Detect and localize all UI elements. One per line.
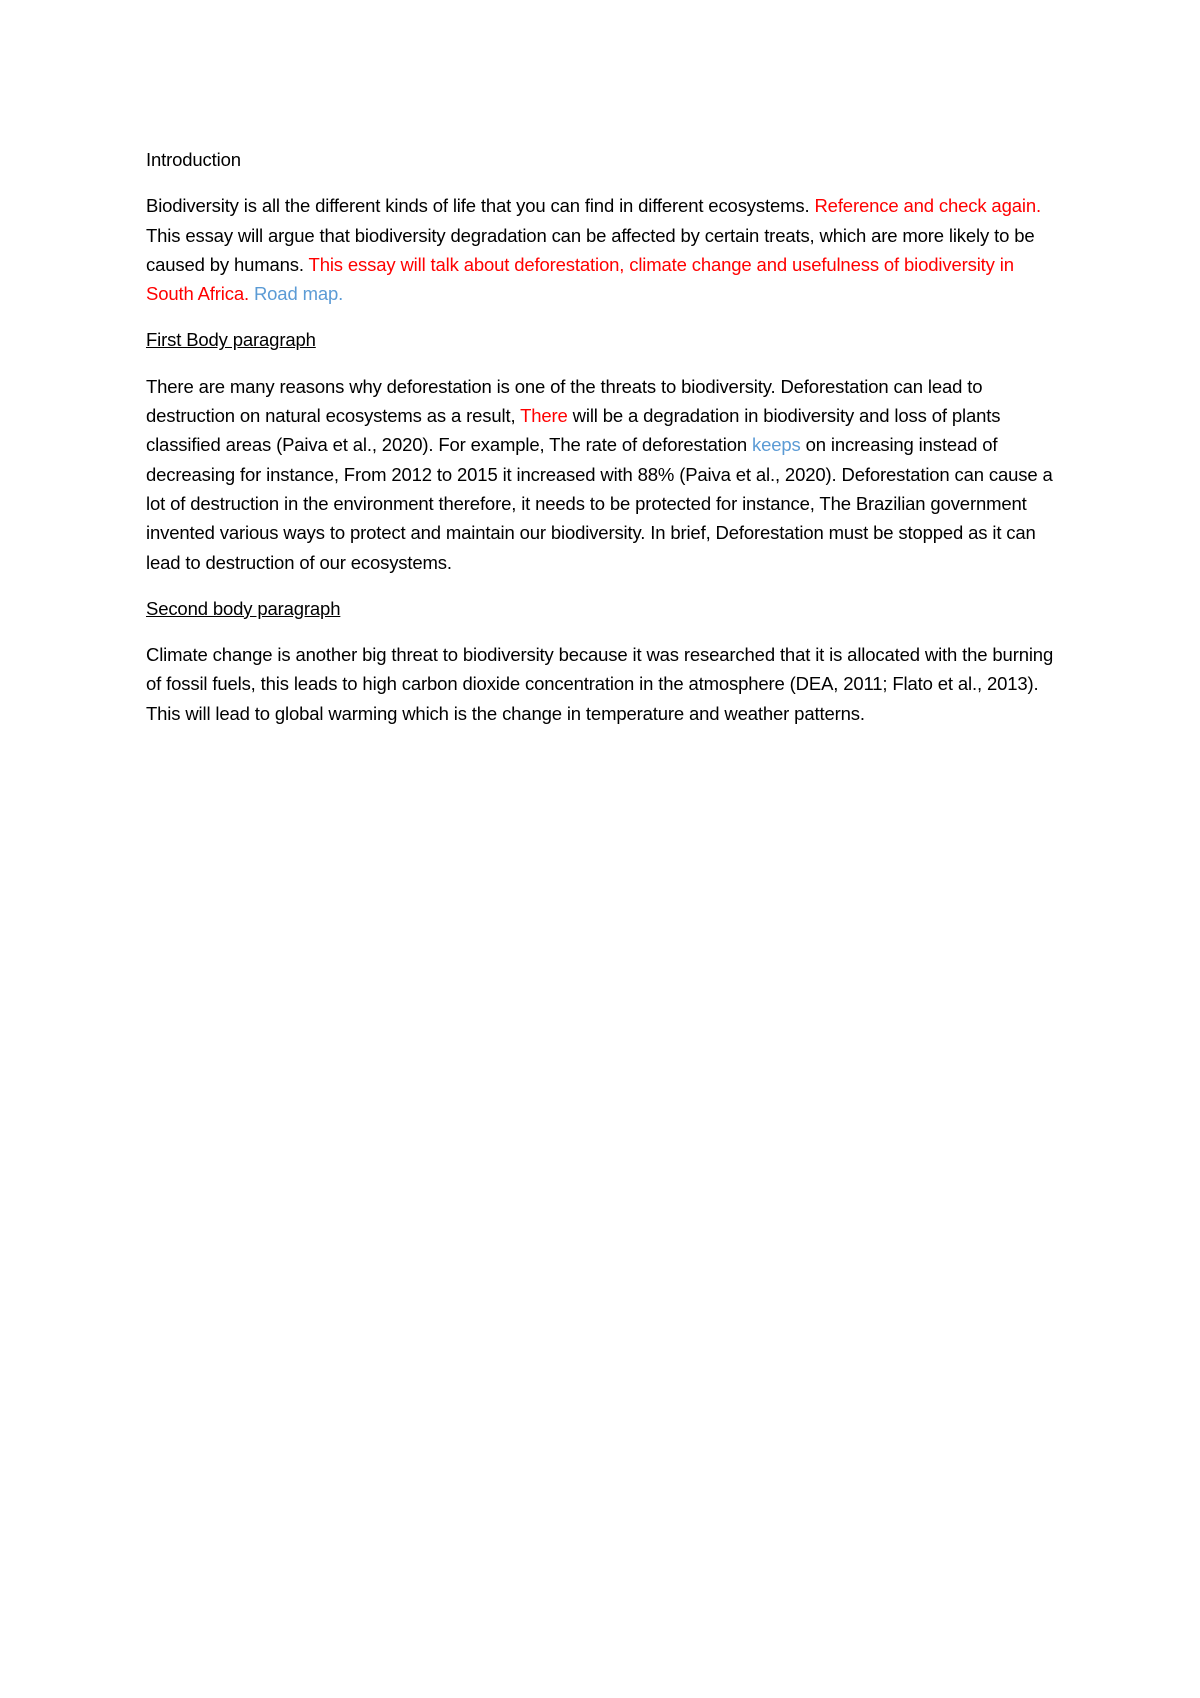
- intro-heading: Introduction: [146, 149, 241, 170]
- second-body-text: Climate change is another big threat to biodiversity because it was researched that it is allocated with the burning of fossil fuels, this leads to high carbon dioxide concentration in the atmosphere (DEA, 2011; Flato et al., 2013). This will lead to global warming which is the change in temperature and weather patterns.: [146, 644, 1054, 724]
- first-body-text-2: will be a degradation in biodiversity and loss of plants classified areas (Paiva et al., 2020). For example, The rate of deforestation: [146, 405, 1001, 456]
- intro-text-1: Biodiversity is all the different kinds of life that you can find in different ecosystems.: [146, 195, 815, 217]
- reference-note: Reference and check again.: [814, 195, 1041, 217]
- second-body-paragraph: [146, 640, 1066, 728]
- first-body-heading: First Body paragraph: [146, 329, 316, 351]
- keeps-note: keeps: [751, 434, 801, 456]
- first-body-paragraph: [146, 372, 1066, 577]
- first-body-text-1: There are many reasons why deforestation is one of the threats to biodiversity. Deforestation can lead to destruction on natural ecosystems as a result,: [146, 375, 983, 427]
- intro-text-2: This essay will argue that biodiversity degradation can be affected by certain treats, which are more likely to be caused by humans.: [146, 224, 1035, 275]
- second-body-heading: Second body paragraph: [146, 597, 341, 619]
- essay-scope-note: This essay will talk about deforestation, climate change and usefulness of biodiversity in South Africa.: [146, 253, 1014, 305]
- first-body-text-3: on increasing instead of decreasing for instance, From 2012 to 2015 it increased with 88% (Paiva et al., 2020). Deforestation can cause a lot of destruction in the environment therefore, it needs to be protected for instance, The Brazilian government invented various ways to protect and maintain our biodiversity. In brief, Deforestation must be stopped as it can lead to destruction of our ecosystems.: [146, 434, 1053, 573]
- there-note: There: [520, 405, 568, 427]
- document-body: [146, 145, 1066, 745]
- road-map-note: Road map.: [253, 283, 344, 305]
- intro-paragraph: [146, 191, 1066, 308]
